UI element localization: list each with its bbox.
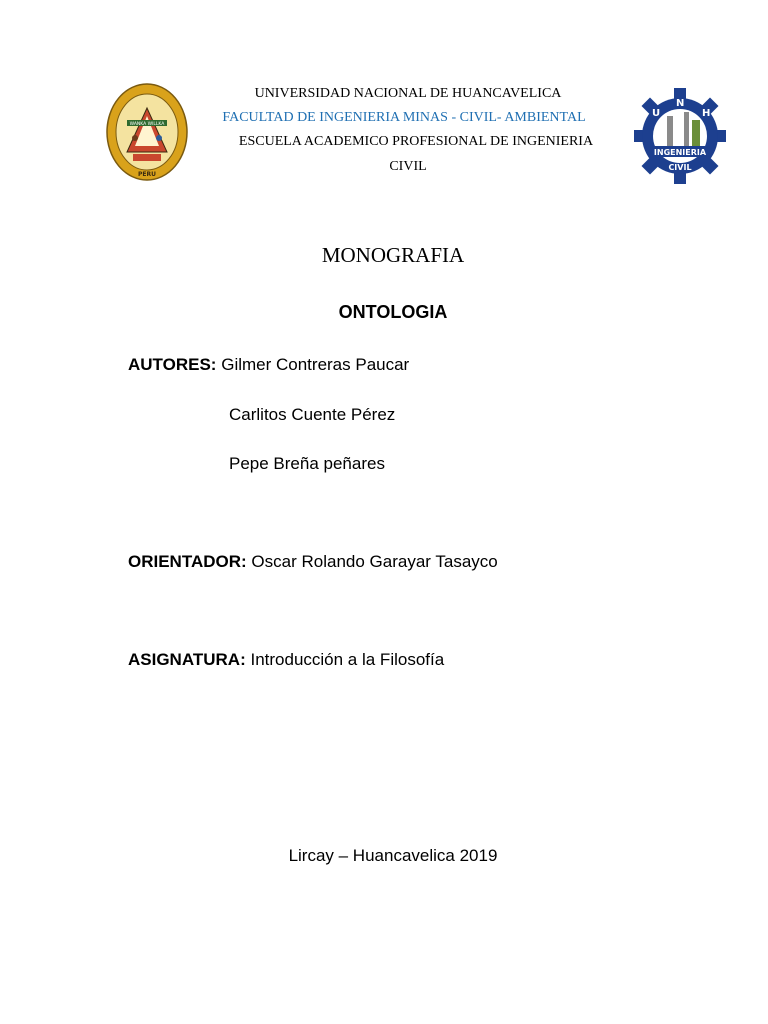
advisor-name: Oscar Rolando Garayar Tasayco bbox=[251, 552, 498, 571]
svg-text:U: U bbox=[652, 108, 661, 119]
course-label: ASIGNATURA: bbox=[128, 650, 246, 669]
advisor-block bbox=[128, 552, 498, 572]
course-block bbox=[128, 650, 444, 670]
svg-text:N: N bbox=[676, 98, 685, 109]
document-type-title: MONOGRAFIA bbox=[321, 243, 465, 267]
school-name-line1: ESCUELA ACADEMICO PROFESIONAL DE INGENIERIA bbox=[238, 134, 594, 149]
author-2: Carlitos Cuente Pérez bbox=[229, 405, 396, 424]
course-name: Introducción a la Filosofía bbox=[250, 650, 445, 669]
author-1: Gilmer Contreras Paucar bbox=[221, 355, 410, 374]
seal-bottom-text: PERU bbox=[138, 171, 156, 178]
authors-block bbox=[128, 355, 409, 375]
place-date: Lircay – Huancavelica 2019 bbox=[288, 846, 498, 865]
author-3: Pepe Breña peñares bbox=[229, 454, 385, 473]
school-name-line2: CIVIL bbox=[389, 159, 427, 174]
engineering-banner-text: INGENIERIA bbox=[653, 148, 707, 157]
document-topic-title: ONTOLOGIA bbox=[338, 302, 448, 322]
engineering-bottom-text: CIVIL bbox=[668, 163, 692, 172]
advisor-label: ORIENTADOR: bbox=[128, 552, 247, 571]
faculty-name: FACULTAD DE INGENIERIA MINAS - CIVIL- AMBIENTAL bbox=[222, 110, 586, 125]
authors-label: AUTORES: bbox=[128, 355, 217, 374]
university-name: UNIVERSIDAD NACIONAL DE HUANCAVELICA bbox=[254, 86, 562, 101]
svg-text:H: H bbox=[702, 108, 711, 119]
seal-ribbon-text: WANKA WILLKA bbox=[129, 122, 165, 127]
